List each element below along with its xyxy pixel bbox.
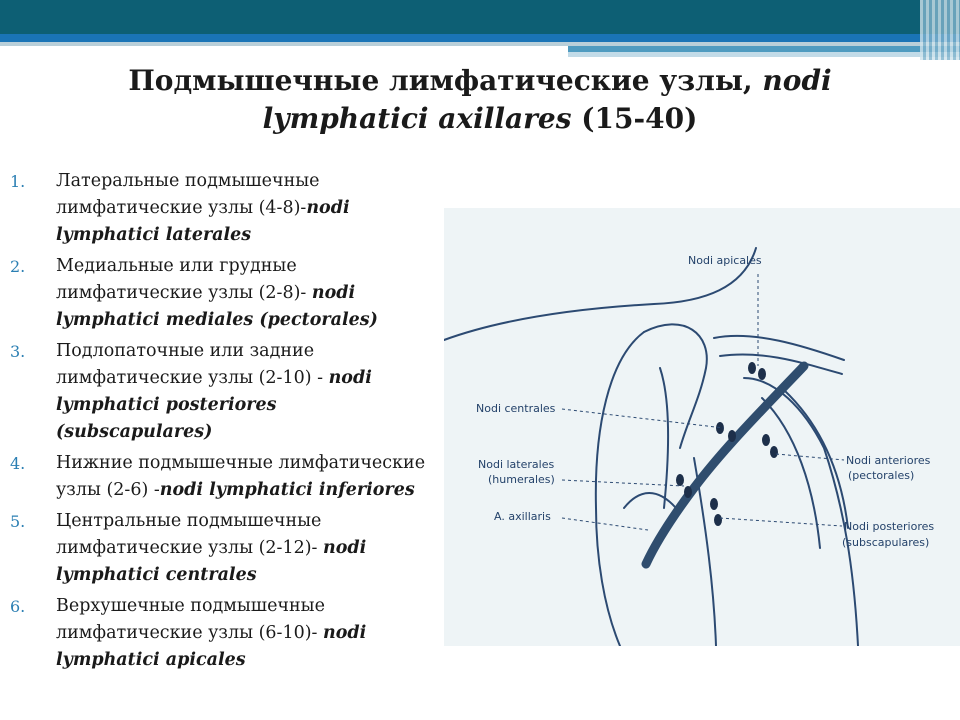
item-text-latin: nodi lymphatici apicales (56, 623, 367, 670)
title-latin-1: nodi (762, 64, 832, 97)
leader-lines (562, 274, 844, 530)
label-nodi-posteriores-sub: (subscapulares) (842, 536, 930, 549)
list-item (10, 593, 435, 674)
humerus-outline (596, 332, 644, 646)
clavicle-lower (720, 354, 842, 374)
list-text (56, 450, 435, 504)
clavicle-upper (714, 336, 844, 360)
node-anterior (762, 434, 770, 446)
item-text-latin: nodi lymphatici centrales (56, 538, 367, 585)
drawing-lines (444, 248, 858, 646)
label-nodi-apicales: Nodi apicales (688, 254, 762, 267)
humerus-inner (660, 368, 668, 508)
list-text (56, 168, 435, 249)
item-text-ru: Центральные подмышечные лимфатические узлы (2-12)- (56, 511, 324, 558)
list-text (56, 253, 435, 334)
node-list (10, 168, 435, 678)
list-number: 3. (10, 342, 26, 361)
item-text-ru: Подлопаточные или задние лимфатические узлы (2-10) - (56, 341, 329, 388)
leader-posteriores (720, 518, 842, 526)
label-nodi-centrales: Nodi centrales (476, 402, 556, 415)
leader-centrales (562, 409, 724, 428)
title-count: (15-40) (581, 102, 698, 135)
header-band-dark (0, 0, 960, 34)
rib-line-1 (762, 398, 820, 548)
list-item (10, 450, 435, 504)
node-lateral (684, 486, 692, 498)
node-central (728, 430, 736, 442)
leader-axillaris (562, 518, 648, 530)
header-band-blue (0, 34, 960, 42)
item-text-ru: Верхушечные подмышечные лимфатические узлы (6-10)- (56, 596, 325, 643)
anatomy-figure (444, 208, 960, 646)
header-decoration (0, 0, 960, 60)
list-item (10, 168, 435, 249)
list-item (10, 508, 435, 589)
list-number: 1. (10, 172, 26, 191)
humeral-head (644, 324, 707, 448)
list-number: 5. (10, 512, 26, 531)
list-item (10, 253, 435, 334)
list-number: 6. (10, 597, 26, 616)
item-text-latin: nodi lymphatici laterales (56, 198, 350, 245)
label-nodi-posteriores: Nodi posteriores (844, 520, 935, 533)
node-posterior (710, 498, 718, 510)
node-posterior (714, 514, 722, 526)
label-nodi-anteriores-sub: (pectorales) (848, 469, 915, 482)
item-text-ru: Латеральные подмышечные лимфатические узлы (4-8)- (56, 171, 320, 218)
list-text (56, 338, 435, 446)
label-nodi-laterales: Nodi laterales (478, 458, 555, 471)
axillary-diagram (444, 208, 960, 646)
node-lateral (676, 474, 684, 486)
label-nodi-anteriores: Nodi anteriores (846, 454, 931, 467)
list-number: 2. (10, 257, 26, 276)
axillary-artery (646, 366, 804, 564)
node-apical (758, 368, 766, 380)
rib-line-2 (784, 390, 848, 528)
list-text (56, 508, 435, 589)
node-apical (748, 362, 756, 374)
node-anterior (770, 446, 778, 458)
node-central (716, 422, 724, 434)
list-text (56, 593, 435, 674)
list-item (10, 338, 435, 446)
title-latin-2: lymphatici axillares (262, 102, 572, 135)
item-text-latin: nodi lymphatici mediales (pectorales) (56, 283, 378, 330)
slide-title (60, 62, 900, 138)
header-band-right-light (568, 52, 960, 57)
item-text-latin: nodi lymphatici inferiores (159, 480, 415, 500)
label-nodi-laterales-sub: (humerales) (488, 473, 555, 486)
axilla-fold (624, 493, 676, 508)
title-ru: Подмышечные лимфатические узлы, (128, 64, 753, 97)
rib-cage-outline (744, 378, 858, 646)
list-number: 4. (10, 454, 26, 473)
item-text-ru: Нижние подмышечные лимфатические узлы (2-6) - (56, 453, 426, 500)
leader-anteriores (776, 454, 844, 460)
header-corner-stripes (920, 0, 960, 60)
label-a-axillaris: A. axillaris (494, 510, 551, 523)
item-text-ru: Медиальные или грудные лимфатические узлы (2-8)- (56, 256, 312, 303)
item-text-latin: nodi lymphatici posteriores (subscapulares) (56, 368, 372, 442)
